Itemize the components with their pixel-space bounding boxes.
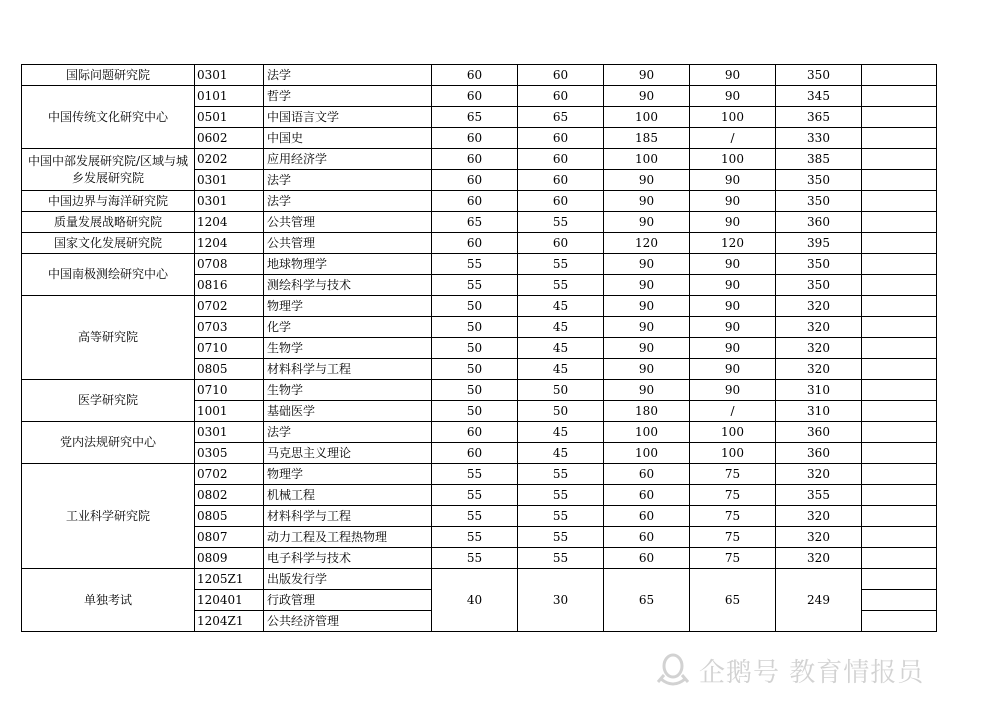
score-cell-s4: 90 [690, 380, 776, 401]
score-cell-s4: / [690, 401, 776, 422]
major-code-cell: 0703 [195, 317, 264, 338]
blank-cell [862, 65, 937, 86]
score-cell-s4: 90 [690, 275, 776, 296]
score-cell-s1: 60 [432, 170, 518, 191]
score-cell-s1: 65 [432, 212, 518, 233]
score-cell-total: 360 [776, 212, 862, 233]
major-name-cell: 物理学 [264, 296, 432, 317]
score-cell-s1: 60 [432, 65, 518, 86]
score-cell-s4: 90 [690, 317, 776, 338]
score-cell-total: 330 [776, 128, 862, 149]
major-code-cell: 0816 [195, 275, 264, 296]
department-cell: 质量发展战略研究院 [22, 212, 195, 233]
blank-cell [862, 86, 937, 107]
blank-subcell [862, 610, 936, 631]
table-row [22, 65, 937, 86]
major-name-cell: 生物学 [264, 338, 432, 359]
major-name-cell: 行政管理 [264, 590, 432, 611]
score-cell-s1: 55 [432, 527, 518, 548]
blank-cell [862, 464, 937, 485]
blank-cell [862, 527, 937, 548]
major-name-cell: 出版发行学 [264, 569, 432, 590]
score-cell-total: 360 [776, 443, 862, 464]
major-code-cell: 1205Z1 [195, 569, 264, 590]
major-code-cell: 0708 [195, 254, 264, 275]
blank-cell [862, 569, 937, 632]
score-cell-total: 355 [776, 485, 862, 506]
blank-subcell [862, 569, 936, 589]
score-cell-s3: 100 [604, 422, 690, 443]
major-code-cell: 1001 [195, 401, 264, 422]
score-cell-s1: 55 [432, 485, 518, 506]
department-cell: 医学研究院 [22, 380, 195, 422]
score-cell-s2: 55 [518, 464, 604, 485]
score-cell-s3: 90 [604, 65, 690, 86]
score-cell-s3: 90 [604, 212, 690, 233]
score-cell-s2: 55 [518, 275, 604, 296]
score-cell-s3: 90 [604, 275, 690, 296]
blank-cell [862, 317, 937, 338]
major-code-cell: 0809 [195, 548, 264, 569]
score-cell-total: 385 [776, 149, 862, 170]
score-cell-s2: 30 [518, 569, 604, 632]
major-name-cell: 公共管理 [264, 212, 432, 233]
department-cell: 国际问题研究院 [22, 65, 195, 86]
score-cell-s4: 90 [690, 296, 776, 317]
major-name-cell: 法学 [264, 191, 432, 212]
score-cell-s2: 55 [518, 254, 604, 275]
table-row [22, 86, 937, 107]
score-cell-total: 395 [776, 233, 862, 254]
score-cell-s3: 60 [604, 527, 690, 548]
major-code-cell: 0101 [195, 86, 264, 107]
major-code-cell: 0301 [195, 170, 264, 191]
department-cell: 高等研究院 [22, 296, 195, 380]
major-name-cell: 动力工程及工程热物理 [264, 527, 432, 548]
score-cell-total: 350 [776, 170, 862, 191]
score-cell-s3: 90 [604, 86, 690, 107]
score-cell-total: 320 [776, 506, 862, 527]
major-name-cell: 法学 [264, 422, 432, 443]
table-row [22, 380, 937, 401]
score-cell-s3: 90 [604, 254, 690, 275]
score-cell-s1: 50 [432, 380, 518, 401]
score-cell-s2: 55 [518, 548, 604, 569]
score-cell-total: 320 [776, 317, 862, 338]
score-cell-s2: 60 [518, 65, 604, 86]
score-cell-s3: 90 [604, 170, 690, 191]
score-cell-s2: 45 [518, 338, 604, 359]
score-cell-s3: 180 [604, 401, 690, 422]
score-cell-s3: 90 [604, 359, 690, 380]
major-code-cell: 0807 [195, 527, 264, 548]
score-cell-s2: 60 [518, 86, 604, 107]
major-name-cell: 生物学 [264, 380, 432, 401]
blank-cell [862, 296, 937, 317]
table-row [22, 464, 937, 485]
score-cell-s1: 60 [432, 443, 518, 464]
score-cell-s3: 65 [604, 569, 690, 632]
score-cell-s3: 120 [604, 233, 690, 254]
score-cell-total: 345 [776, 86, 862, 107]
blank-cell [862, 548, 937, 569]
score-cell-s3: 60 [604, 485, 690, 506]
table-row [22, 212, 937, 233]
major-name-cell: 马克思主义理论 [264, 443, 432, 464]
score-cell-s4: 100 [690, 149, 776, 170]
score-cell-s1: 55 [432, 464, 518, 485]
score-cell-s2: 55 [518, 212, 604, 233]
score-cell-s3: 90 [604, 296, 690, 317]
score-cell-s3: 100 [604, 107, 690, 128]
score-cell-s4: 75 [690, 548, 776, 569]
score-cell-s1: 50 [432, 317, 518, 338]
penguin-logo-icon [655, 651, 691, 689]
score-cell-s2: 45 [518, 443, 604, 464]
score-cell-s3: 60 [604, 464, 690, 485]
major-name-cell: 法学 [264, 170, 432, 191]
score-cell-s1: 60 [432, 86, 518, 107]
score-cell-s2: 45 [518, 422, 604, 443]
major-name-cell: 地球物理学 [264, 254, 432, 275]
major-name-cell: 应用经济学 [264, 149, 432, 170]
table-row [22, 422, 937, 443]
major-name-cell: 测绘科学与技术 [264, 275, 432, 296]
score-cell-s1: 55 [432, 275, 518, 296]
score-cell-s1: 40 [432, 569, 518, 632]
blank-cell [862, 254, 937, 275]
score-cell-s3: 90 [604, 338, 690, 359]
blank-cell [862, 380, 937, 401]
major-name-cell: 基础医学 [264, 401, 432, 422]
score-cell-total: 350 [776, 275, 862, 296]
score-cell-s2: 45 [518, 359, 604, 380]
score-cell-total: 320 [776, 527, 862, 548]
score-cell-s1: 60 [432, 128, 518, 149]
watermark-text: 企鹅号 教育情报员 [699, 657, 925, 688]
score-cell-s2: 55 [518, 527, 604, 548]
score-cell-s4: / [690, 128, 776, 149]
department-cell: 中国传统文化研究中心 [22, 86, 195, 149]
score-cell-s4: 90 [690, 86, 776, 107]
blank-cell [862, 422, 937, 443]
score-cell-s3: 185 [604, 128, 690, 149]
score-cell-s2: 45 [518, 296, 604, 317]
table-row [22, 233, 937, 254]
major-code-cell: 0710 [195, 338, 264, 359]
score-cell-s3: 60 [604, 548, 690, 569]
score-cell-s4: 100 [690, 422, 776, 443]
table-row [22, 191, 937, 212]
major-name-cell: 法学 [264, 65, 432, 86]
major-name-cell: 中国语言文学 [264, 107, 432, 128]
department-cell: 单独考试 [22, 569, 195, 632]
watermark [655, 651, 924, 689]
major-name-cell: 机械工程 [264, 485, 432, 506]
major-code-cell: 1204Z1 [195, 611, 264, 632]
major-code-cell: 0702 [195, 296, 264, 317]
score-cell-total: 249 [776, 569, 862, 632]
blank-cell [862, 212, 937, 233]
blank-cell [862, 443, 937, 464]
blank-cell [862, 233, 937, 254]
blank-cell [862, 170, 937, 191]
score-cell-s4: 100 [690, 107, 776, 128]
score-cell-total: 320 [776, 548, 862, 569]
score-cell-s3: 90 [604, 317, 690, 338]
score-cell-s2: 60 [518, 191, 604, 212]
blank-cell [862, 359, 937, 380]
score-cell-total: 365 [776, 107, 862, 128]
table-row [22, 149, 937, 170]
blank-cell [862, 338, 937, 359]
major-code-cell: 0602 [195, 128, 264, 149]
score-cell-s4: 75 [690, 485, 776, 506]
score-cell-total: 350 [776, 65, 862, 86]
score-cell-s4: 75 [690, 506, 776, 527]
score-cell-s1: 50 [432, 338, 518, 359]
major-name-cell: 哲学 [264, 86, 432, 107]
table-row [22, 296, 937, 317]
score-cell-total: 320 [776, 296, 862, 317]
major-name-cell: 材料科学与工程 [264, 506, 432, 527]
score-cell-s4: 100 [690, 443, 776, 464]
department-cell: 工业科学研究院 [22, 464, 195, 569]
blank-cell [862, 107, 937, 128]
major-code-cell: 1204 [195, 212, 264, 233]
score-cell-s4: 90 [690, 338, 776, 359]
score-cell-s4: 90 [690, 65, 776, 86]
score-cell-s4: 120 [690, 233, 776, 254]
major-name-cell: 公共经济管理 [264, 611, 432, 632]
score-cell-s2: 50 [518, 401, 604, 422]
major-code-cell: 0301 [195, 191, 264, 212]
score-table [21, 64, 937, 632]
score-cell-s1: 50 [432, 401, 518, 422]
score-cell-s1: 50 [432, 359, 518, 380]
blank-cell [862, 149, 937, 170]
major-code-cell: 0805 [195, 359, 264, 380]
score-cell-s1: 60 [432, 422, 518, 443]
major-name-cell: 电子科学与技术 [264, 548, 432, 569]
major-code-cell: 1204 [195, 233, 264, 254]
score-cell-total: 320 [776, 464, 862, 485]
blank-cell [862, 128, 937, 149]
score-cell-s4: 65 [690, 569, 776, 632]
score-cell-s4: 90 [690, 212, 776, 233]
major-name-cell: 化学 [264, 317, 432, 338]
major-code-cell: 0802 [195, 485, 264, 506]
major-name-cell: 中国史 [264, 128, 432, 149]
score-cell-s3: 90 [604, 380, 690, 401]
major-code-cell: 0301 [195, 422, 264, 443]
score-cell-s2: 60 [518, 149, 604, 170]
major-code-cell: 0805 [195, 506, 264, 527]
score-cell-s3: 60 [604, 506, 690, 527]
score-cell-s1: 60 [432, 233, 518, 254]
major-name-cell: 材料科学与工程 [264, 359, 432, 380]
score-cell-total: 360 [776, 422, 862, 443]
score-cell-s2: 60 [518, 170, 604, 191]
major-name-cell: 公共管理 [264, 233, 432, 254]
score-cell-s3: 100 [604, 149, 690, 170]
score-cell-total: 350 [776, 191, 862, 212]
score-cell-s4: 75 [690, 527, 776, 548]
score-cell-s1: 60 [432, 149, 518, 170]
major-code-cell: 0501 [195, 107, 264, 128]
score-cell-s1: 55 [432, 506, 518, 527]
score-cell-total: 310 [776, 380, 862, 401]
department-cell: 中国边界与海洋研究院 [22, 191, 195, 212]
score-cell-s3: 100 [604, 443, 690, 464]
score-cell-s1: 65 [432, 107, 518, 128]
score-cell-s2: 60 [518, 233, 604, 254]
major-code-cell: 0202 [195, 149, 264, 170]
score-cell-s4: 90 [690, 359, 776, 380]
score-cell-total: 310 [776, 401, 862, 422]
department-cell: 中国南极测绘研究中心 [22, 254, 195, 296]
score-cell-s2: 65 [518, 107, 604, 128]
score-cell-s2: 55 [518, 485, 604, 506]
score-cell-s1: 50 [432, 296, 518, 317]
major-code-cell: 0301 [195, 65, 264, 86]
blank-cell [862, 191, 937, 212]
score-cell-s2: 60 [518, 128, 604, 149]
blank-cell [862, 506, 937, 527]
major-code-cell: 0710 [195, 380, 264, 401]
blank-cell [862, 485, 937, 506]
score-cell-s4: 90 [690, 170, 776, 191]
score-cell-total: 320 [776, 359, 862, 380]
score-cell-s4: 90 [690, 191, 776, 212]
score-cell-total: 350 [776, 254, 862, 275]
score-cell-s2: 45 [518, 317, 604, 338]
department-cell: 国家文化发展研究院 [22, 233, 195, 254]
blank-cell [862, 401, 937, 422]
score-cell-s2: 55 [518, 506, 604, 527]
score-cell-s4: 75 [690, 464, 776, 485]
score-cell-s4: 90 [690, 254, 776, 275]
department-cell: 中国中部发展研究院/区域与城乡发展研究院 [22, 149, 195, 191]
table-row [22, 569, 937, 590]
major-code-cell: 0305 [195, 443, 264, 464]
major-code-cell: 0702 [195, 464, 264, 485]
blank-subcell [862, 589, 936, 610]
score-cell-s1: 55 [432, 254, 518, 275]
score-cell-s3: 90 [604, 191, 690, 212]
major-name-cell: 物理学 [264, 464, 432, 485]
score-cell-s2: 50 [518, 380, 604, 401]
score-cell-total: 320 [776, 338, 862, 359]
department-cell: 党内法规研究中心 [22, 422, 195, 464]
table-row [22, 254, 937, 275]
score-cell-s1: 60 [432, 191, 518, 212]
major-code-cell: 120401 [195, 590, 264, 611]
score-cell-s1: 55 [432, 548, 518, 569]
blank-cell [862, 275, 937, 296]
